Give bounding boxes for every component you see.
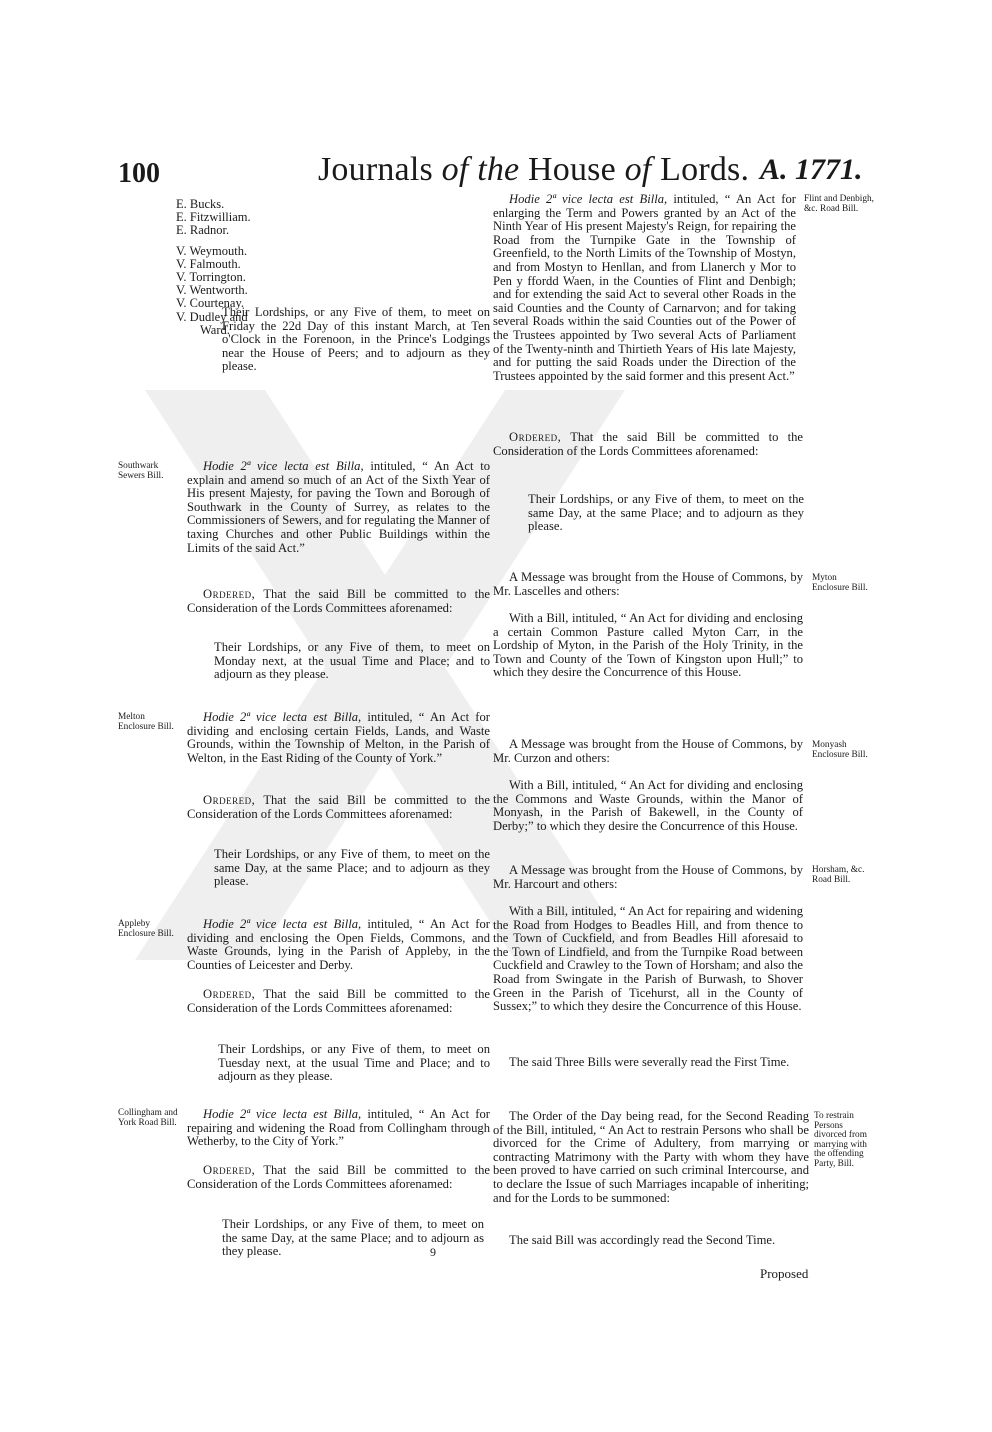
order-appleby: Ordered, That the said Bill be committed to the Consideration of the Lords Committees aforenamed:	[187, 987, 490, 1015]
margin-note-horsham: Horsham, &c. Road Bill.	[812, 865, 865, 885]
message-monyash: A Message was brought from the House of Commons, by Mr. Curzon and others:	[493, 737, 803, 765]
meeting-melton: Their Lordships, or any Five of them, to meet on the same Day, at the same Place; and to adjourn as they please.	[214, 847, 490, 889]
meeting-notice: Their Lordships, or any Five of them, to meet on Friday the 22d Day of this instant March, at Ten o'Clock in the Forenoon, in the Prince's Lodgings near the House of Peers; and to adjourn as they please.	[222, 305, 490, 374]
margin-note-melton: Melton Enclosure Bill.	[118, 712, 174, 732]
peer-entry-continuation: Ward.	[200, 322, 230, 337]
bill-flint: Hodie 2ª vice lecta est Billa, intituled, “ An Act for enlarging the Term and Powers granted by an Act of the Ninth Year of His present Majesty's Reign, for repairing the Road from the Turnpike Gate in the Township of Greenfield, to the North Limits of the Township of Mostyn, and from Mostyn to Henllan, and from Llanerch y Mor to Pen y ffordd Waen, in the Counties of Flint and Denbigh; and for extending the said Act to several other Roads in the said Counties and the County of Carnarvon; and for taking several Roads within the said Counties out of the Power of the Trustees appointed by Two several Acts of Parliament of the Twenty-ninth and Thirtieth Years of His late Majesty, and for putting the said Roads under the Direction of the Trustees appointed by the said former and this present Act.”	[493, 192, 796, 383]
margin-note-myton: Myton Enclosure Bill.	[812, 573, 868, 593]
reading-adultery: The said Bill was accordingly read the Second Time.	[509, 1233, 776, 1247]
order-southwark: Ordered, That the said Bill be committed to the Consideration of the Lords Committees aforenamed:	[187, 587, 490, 615]
bill-collingham: Hodie 2ª vice lecta est Billa, intituled, “ An Act for repairing and widening the Road from Collingham through Wetherby, to the City of York.”	[187, 1107, 490, 1149]
order-collingham: Ordered, That the said Bill be committed to the Consideration of the Lords Committees aforenamed:	[187, 1163, 490, 1191]
bill-horsham: With a Bill, intituled, “ An Act for repairing and widening the Road from Hodges to Beadles Hill, and from thence to the Town of Cuckfield, and from Beadles Hill aforesaid to the Town of Lindfield, and from the Turnpike Road between Cuckfield and Crawley to the Town of Horsham; and also the Road from Swingate in the Parish of Burwash, to Shover Green in the Parish of Ticehurst, all in the County of Sussex;” to which they desire the Concurrence of this House.	[493, 904, 803, 1014]
peer-entry: E. Bucks.	[176, 197, 225, 211]
signature-mark: 9	[430, 1245, 436, 1259]
meeting-appleby: Their Lordships, or any Five of them, to meet on Tuesday next, at the usual Time and Place; and to adjourn as they please.	[218, 1042, 490, 1084]
peer-entry: V. Courtenay.	[176, 296, 245, 311]
order-of-day-adultery: The Order of the Day being read, for the Second Reading of the Bill, intituled, “ An Act to restrain Persons who shall be divorced for the Crime of Adultery, from marrying or contracting Matrimony with the Party with whom they have been proved to have carried on such criminal Intercourse, and to declare the Issue of such Marriages incapable of inheriting; and for the Lords to be summoned:	[493, 1109, 809, 1205]
bill-myton: With a Bill, intituled, “ An Act for dividing and enclosing a certain Common Pasture called Myton Carr, in the Lordship of Myton, in the Parish of the Holy Trinity, in the Town and County of the Town of Kingston upon Hull;” to which they desire the Concurrence of this House.	[493, 611, 803, 680]
bill-appleby: Hodie 2ª vice lecta est Billa, intituled, “ An Act for dividing and enclosing the Open Fields, Commons, and Waste Grounds, lying in the Parish of Appleby, in the Counties of Leicester and Derby.	[187, 917, 490, 972]
reading-three-bills: The said Three Bills were severally read the First Time.	[509, 1055, 790, 1069]
bill-melton: Hodie 2ª vice lecta est Billa, intituled, “ An Act for dividing and enclosing certain Fields, Lands, and Waste Grounds, within the Township of Melton, in the Parish of Welton, in the East Riding of the County of York.”	[187, 710, 490, 765]
order-flint: Ordered, That the said Bill be committed to the Consideration of the Lords Committees aforenamed:	[493, 430, 803, 458]
page-number: 100	[118, 158, 160, 189]
margin-note-collingham: Collingham and York Road Bill.	[118, 1108, 178, 1128]
meeting-flint: Their Lordships, or any Five of them, to meet on the same Day, at the same Place; and to adjourn as they please.	[528, 492, 804, 534]
margin-note-southwark: Southwark Sewers Bill.	[118, 461, 164, 481]
bill-monyash: With a Bill, intituled, “ An Act for dividing and enclosing the Commons and Waste Grounds, within the Manor of Monyash, in the Parish of Bakewell, in the County of Derby;” to which they desire the Concurrence of this House.	[493, 778, 803, 833]
message-horsham: A Message was brought from the House of Commons, by Mr. Harcourt and others:	[493, 863, 803, 891]
peer-entry: V. Dudley and	[176, 309, 248, 324]
margin-note-appleby: Appleby Enclosure Bill.	[118, 919, 174, 939]
bill-southwark: Hodie 2ª vice lecta est Billa, intituled, “ An Act to explain and amend so much of an Act of the Sixth Year of His present Majesty, for paving the Town and Borough of Southwark in the County of Surrey, as relates to the Commissioners of Sewers, and for regulating the Manner of taxing Churches and other Public Buildings within the Limits of the said Act.”	[187, 459, 490, 555]
peer-entry: E. Radnor.	[176, 223, 230, 238]
page-year: A. 1771.	[760, 153, 863, 186]
catchword: Proposed	[760, 1266, 809, 1281]
page-title: Journals of the House of Lords.	[318, 151, 750, 188]
peer-entry: V. Falmouth.	[176, 256, 241, 271]
margin-note-adultery: To restrain Persons divorced from marrying with the offending Party, Bill.	[814, 1111, 867, 1169]
margin-note-monyash: Monyash Enclosure Bill.	[812, 740, 868, 760]
peer-entry: V. Torrington.	[176, 270, 246, 285]
peer-entry: E. Fitzwilliam.	[176, 210, 251, 225]
message-myton: A Message was brought from the House of Commons, by Mr. Lascelles and others:	[493, 570, 803, 598]
order-melton: Ordered, That the said Bill be committed to the Consideration of the Lords Committees aforenamed:	[187, 793, 490, 821]
meeting-collingham: Their Lordships, or any Five of them, to meet on the same Day, at the same Place; and to adjourn as they please.	[222, 1217, 484, 1259]
margin-note-flint: Flint and Denbigh, &c. Road Bill.	[804, 194, 874, 214]
peer-entry: V. Weymouth.	[176, 243, 248, 258]
peer-entry: V. Wentworth.	[176, 283, 248, 298]
meeting-southwark: Their Lordships, or any Five of them, to meet on Monday next, at the usual Time and Place; and to adjourn as they please.	[214, 640, 490, 682]
earls-group	[176, 198, 326, 238]
